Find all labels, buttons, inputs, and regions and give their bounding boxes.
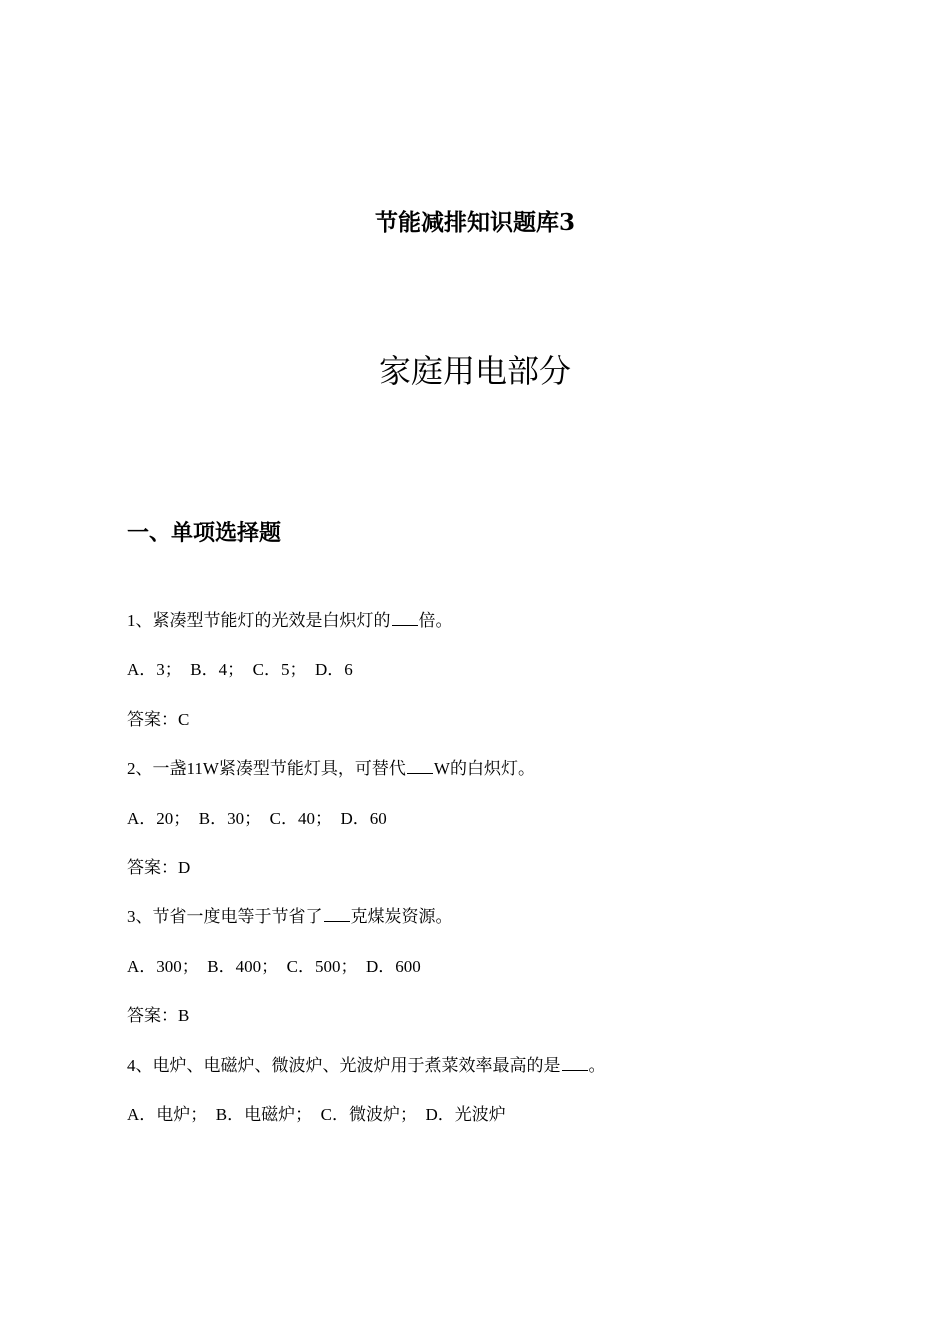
question-options: A．300； B．400； C．500； D．600 — [127, 956, 421, 976]
answer-blank — [407, 756, 433, 774]
question-options: A．20； B．30； C．40； D．60 — [127, 808, 387, 828]
section-heading: 一、单项选择题 — [127, 520, 282, 546]
question-stem-text: 倍。 — [418, 611, 453, 630]
question-stem — [127, 603, 827, 652]
question-stem-text: 3、节省一度电等于节省了 — [127, 907, 323, 927]
question-stem-text: 2、一盏11W紧凑型节能灯具，可替代 — [127, 759, 406, 779]
answer-blank — [562, 1053, 588, 1071]
document-subtitle: 家庭用电部分 — [378, 352, 571, 390]
answer-blank — [392, 608, 418, 626]
question-stem-text: 1、紧凑型节能灯的光效是白炽灯的 — [127, 611, 391, 630]
question-stem — [127, 751, 827, 800]
question-stem-text: W的白炽灯。 — [433, 759, 535, 779]
question-options: A．电炉； B．电磁炉； C．微波炉； D．光波炉 — [127, 1104, 506, 1124]
document-title: 节能减排知识题库3 — [374, 209, 575, 236]
question-stem-text: 。 — [588, 1055, 606, 1075]
question-answer: 答案：B — [127, 1006, 190, 1026]
question-options: A．3； B．4； C．5； D．6 — [127, 660, 353, 680]
question-stem-text: 克煤炭资源。 — [350, 907, 453, 927]
answer-blank — [324, 904, 350, 922]
question-answer: 答案：C — [127, 709, 190, 729]
question-stem — [127, 899, 827, 948]
question-answer: 答案：D — [127, 857, 191, 877]
question-stem-text: 4、电炉、电磁炉、微波炉、光波炉用于煮菜效率最高的是 — [127, 1055, 561, 1075]
question-stem — [127, 1048, 827, 1097]
question-list — [127, 603, 827, 1146]
